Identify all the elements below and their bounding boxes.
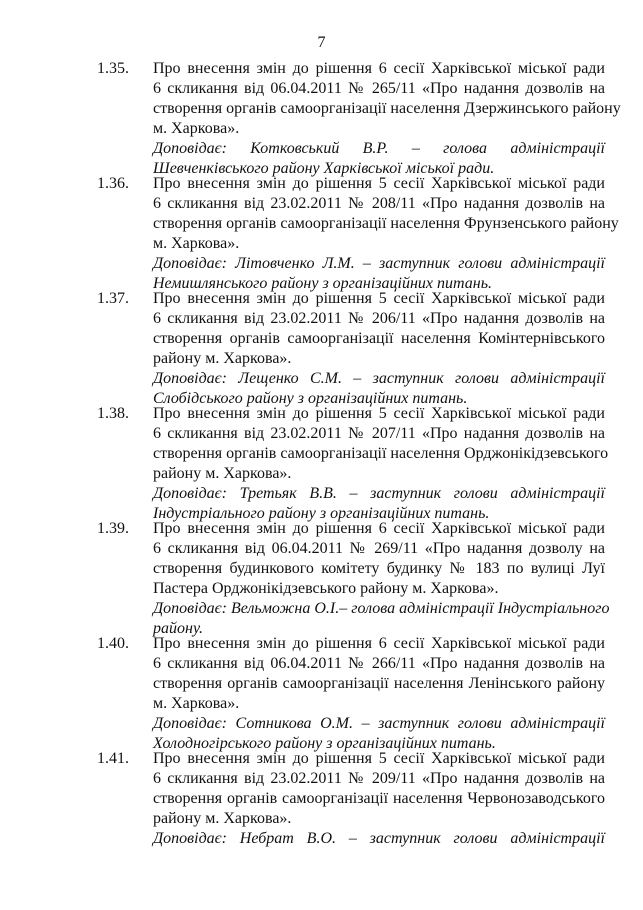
agenda-item-number: 1.40.: [97, 635, 129, 652]
agenda-item-text-line: створення будинкового комітету будинку № 183 по вулиці Луї: [153, 560, 605, 577]
agenda-item-text-line: району м. Харкова».: [153, 465, 292, 482]
agenda-item-text-line: створення органів самоорганізації населення Дзержинського району: [153, 100, 621, 117]
agenda-item-speaker-line: Доповідає: Літовченко Л.М. – заступник голови адміністрації: [153, 255, 605, 272]
agenda-item-speaker-line: району.: [153, 620, 204, 637]
agenda-item-text-line: Про внесення змін до рішення 6 сесії Харківської міської ради: [153, 635, 605, 652]
agenda-item-text-line: 6 скликання від 06.04.2011 № 269/11 «Про надання дозволу на: [153, 540, 605, 557]
agenda-item-speaker-line: Індустріального району з організаційних питань.: [153, 505, 490, 522]
agenda-item-speaker-line: Доповідає: Котковський В.Р. – голова адміністрації: [153, 140, 605, 157]
agenda-item-text-line: 6 скликання від 23.02.2011 № 209/11 «Про надання дозволів на: [153, 770, 605, 787]
agenda-item-speaker-line: Шевченківського району Харківської міської ради.: [153, 160, 495, 177]
agenda-item-text-line: Про внесення змін до рішення 5 сесії Харківської міської ради: [153, 750, 605, 767]
agenda-item-body: [153, 634, 605, 754]
agenda-item-body: [153, 289, 605, 409]
agenda-item-text-line: 6 скликання від 06.04.2011 № 266/11 «Про надання дозволів на: [153, 655, 605, 672]
agenda-item-speaker-line: Доповідає: Лещенко С.М. – заступник голови адміністрації: [153, 370, 605, 387]
agenda-item-number: 1.37.: [97, 290, 129, 307]
agenda-item-text-line: створення органів самоорганізації населення Фрунзенського району: [153, 215, 619, 232]
agenda-item-text-line: Про внесення змін до рішення 5 сесії Харківської міської ради: [153, 175, 605, 192]
agenda-item: [0, 634, 643, 752]
agenda-item-text-line: м. Харкова».: [153, 235, 240, 252]
agenda-item-text-line: 6 скликання від 23.02.2011 № 208/11 «Про надання дозволів на: [153, 195, 605, 212]
agenda-item-speaker-line: Немишлянського району з організаційних питань.: [153, 275, 492, 292]
agenda-item: [0, 59, 643, 177]
agenda-item-text-line: створення органів самоорганізації населення Комінтернівського: [153, 330, 605, 347]
agenda-item-speaker-line: Холодногірського району з організаційних питань.: [153, 735, 496, 752]
agenda-item-speaker-line: Доповідає: Сотникова О.М. – заступник голови адміністрації: [153, 715, 605, 732]
agenda-item-number: 1.35.: [97, 60, 129, 77]
agenda-item-text-line: Пастера Орджонікідзевського району м. Харкова».: [153, 580, 499, 597]
agenda-item: [0, 749, 643, 864]
agenda-item-body: [153, 404, 609, 524]
agenda-item: [0, 519, 643, 637]
agenda-item-text-line: створення органів самоорганізації населення Орджонікідзевського: [153, 445, 609, 462]
agenda-item-body: [153, 519, 610, 639]
agenda-item-body: [153, 174, 619, 294]
agenda-item-text-line: м. Харкова».: [153, 120, 240, 137]
agenda-item-text-line: створення органів самоорганізації населення Червонозаводського: [153, 790, 605, 807]
agenda-item-speaker-line: Доповідає: Третьяк В.В. – заступник голови адміністрації: [153, 485, 605, 502]
agenda-item-number: 1.39.: [97, 520, 129, 537]
agenda-item-speaker-line: Доповідає: Небрат В.О. – заступник голови адміністрації: [153, 830, 605, 847]
agenda-item: [0, 289, 643, 407]
agenda-item-text-line: Про внесення змін до рішення 5 сесії Харківської міської ради: [153, 290, 605, 307]
agenda-item-text-line: 6 скликання від 23.02.2011 № 207/11 «Про надання дозволів на: [153, 425, 605, 442]
page-number: 7: [317, 34, 326, 51]
agenda-item-text-line: району м. Харкова».: [153, 810, 292, 827]
agenda-item-text-line: створення органів самоорганізації населення Ленінського району: [153, 675, 605, 692]
agenda-item-text-line: 6 скликання від 23.02.2011 № 206/11 «Про надання дозволів на: [153, 310, 605, 327]
agenda-item-number: 1.36.: [97, 175, 129, 192]
agenda-list: [0, 59, 643, 864]
agenda-item-text-line: м. Харкова».: [153, 695, 240, 712]
agenda-item-text-line: 6 скликання від 06.04.2011 № 265/11 «Про надання дозволів на: [153, 80, 605, 97]
agenda-item: [0, 174, 643, 292]
agenda-item-text-line: Про внесення змін до рішення 5 сесії Харківської міської ради: [153, 405, 605, 422]
agenda-item-speaker-line: Доповідає: Вельможна О.І.– голова адміністрації Індустріального: [153, 600, 610, 617]
agenda-item-text-line: району м. Харкова».: [153, 350, 292, 367]
agenda-item-body: [153, 749, 605, 849]
agenda-item-text-line: Про внесення змін до рішення 6 сесії Харківської міської ради: [153, 60, 605, 77]
agenda-item-text-line: Про внесення змін до рішення 6 сесії Харківської міської ради: [153, 520, 605, 537]
agenda-item-number: 1.41.: [97, 750, 129, 767]
agenda-item-number: 1.38.: [97, 405, 129, 422]
agenda-item: [0, 404, 643, 522]
agenda-item-speaker-line: Слобідського району з організаційних питань.: [153, 390, 468, 407]
agenda-item-body: [153, 59, 621, 179]
